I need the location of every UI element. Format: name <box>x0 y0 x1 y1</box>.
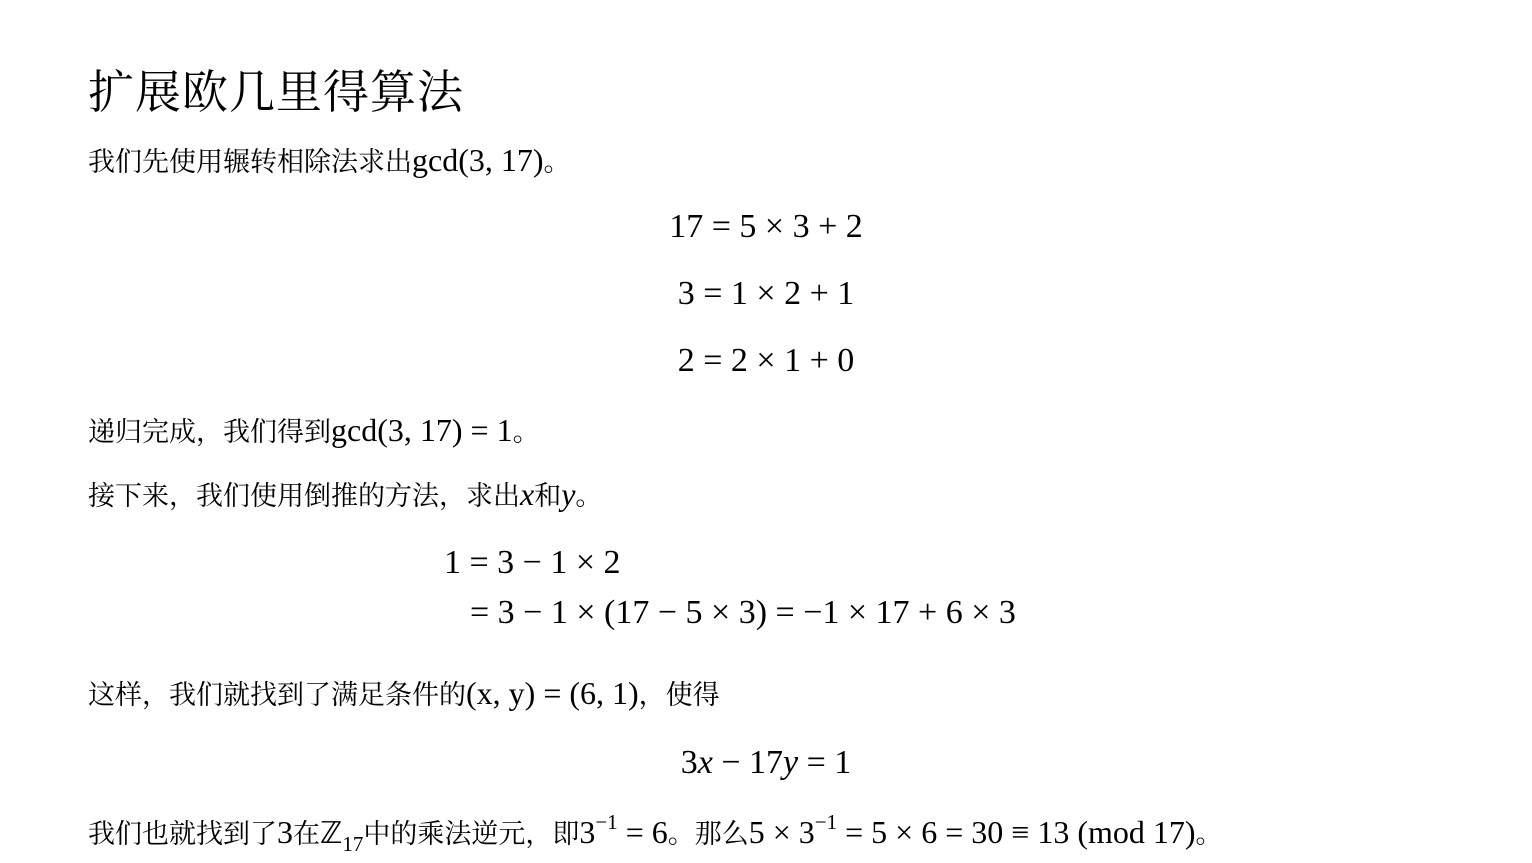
calc-lhs: 5 × 3 <box>748 814 815 850</box>
bezout-equation <box>0 744 1532 782</box>
inverse-exponent: −1 <box>595 810 618 834</box>
eq-mid: − 17 <box>712 744 783 781</box>
solution-math: (x, y) = (6, 1) <box>466 675 639 711</box>
back-substitution-line-2: = 3 − 1 × (17 − 5 × 3) = −1 × 17 + 6 × 3 <box>470 594 1016 631</box>
eq-var-x: x <box>697 744 713 781</box>
integers-mod-subscript: 17 <box>342 832 364 856</box>
inverse-three: 3 <box>277 814 293 850</box>
eq-rhs: = 1 <box>798 744 852 781</box>
eq-coef-a: 3 <box>680 744 698 781</box>
inverse-text-2: 在 <box>293 819 320 850</box>
var-x: x <box>520 476 535 512</box>
page-title: 扩展欧几里得算法 <box>88 65 464 119</box>
var-y: y <box>561 476 576 512</box>
gcd-result-text: 递归完成，我们得到 <box>88 417 331 448</box>
inverse-text-3: 中的乘法逆元，即 <box>363 819 580 850</box>
solution-text: 这样，我们就找到了满足条件的 <box>88 680 466 711</box>
paragraph-gcd-intro <box>88 140 571 179</box>
division-step-2: 3 = 1 × 2 + 1 <box>677 275 855 312</box>
gcd-intro-end: 。 <box>543 147 571 178</box>
gcd-intro-math: gcd(3, 17) <box>412 142 544 178</box>
back-intro-end: 。 <box>575 481 603 512</box>
inverse-text-4: 。那么 <box>667 819 749 850</box>
division-step-3: 2 = 2 × 1 + 0 <box>677 342 855 379</box>
paragraph-modular-inverse <box>88 810 1223 856</box>
gcd-result-end: 。 <box>512 417 540 448</box>
inverse-rhs: = 6 <box>617 814 668 850</box>
inverse-text-1: 我们也就找到了 <box>88 819 277 850</box>
paragraph-back-substitution-intro <box>88 474 602 513</box>
back-substitution-line-1: 1 = 3 − 1 × 2 <box>444 544 621 581</box>
paragraph-gcd-result <box>88 410 540 449</box>
back-intro-and: 和 <box>534 481 562 512</box>
solution-end: ，使得 <box>638 680 720 711</box>
inverse-end: 。 <box>1195 819 1223 850</box>
gcd-result-math: gcd(3, 17) = 1 <box>331 412 513 448</box>
gcd-intro-text: 我们先使用辗转相除法求出 <box>88 147 412 178</box>
paragraph-solution <box>88 673 720 712</box>
integers-mod-symbol: ℤ <box>320 816 343 851</box>
calc-exponent: −1 <box>814 810 838 834</box>
inverse-base: 3 <box>579 814 596 850</box>
eq-var-y: y <box>783 744 799 781</box>
back-intro-text: 接下来，我们使用倒推的方法，求出 <box>88 481 520 512</box>
division-step-1: 17 = 5 × 3 + 2 <box>669 208 863 245</box>
calc-result: = 5 × 6 = 30 ≡ 13 (mod 17) <box>837 814 1196 850</box>
